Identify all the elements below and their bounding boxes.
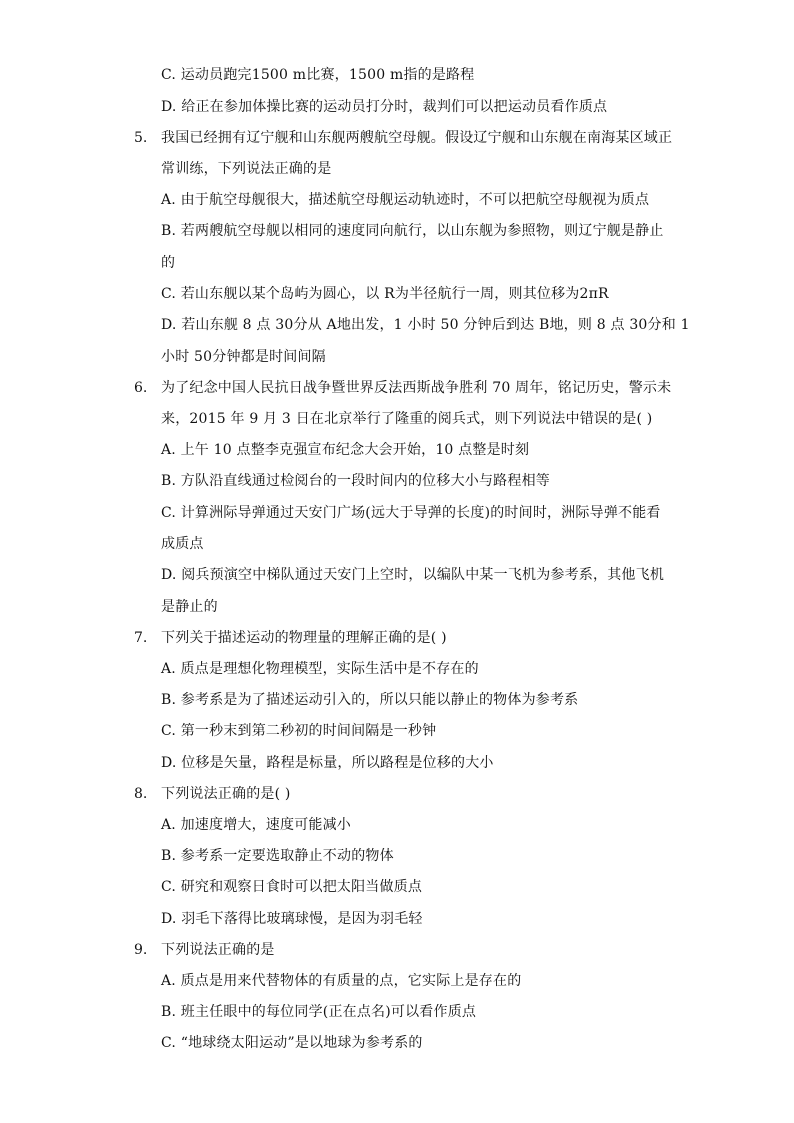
question-7-stem: 下列关于描述运动的物理量的理解正确的是( )	[161, 630, 447, 646]
question-8-stem: 下列说法正确的是( )	[161, 786, 291, 802]
question-6-option-a: A. 上午 10 点整李克强宣布纪念大会开始，10 点整是时刻	[161, 442, 530, 458]
question-9-option-a: A. 质点是用来代替物体的有质量的点，它实际上是存在的	[161, 973, 522, 989]
question-6-option-d-line-1: D. 阅兵预演空中梯队通过天安门上空时，以编队中某一飞机为参考系，其他飞机	[161, 567, 665, 583]
prev-option-d: D. 给正在参加体操比赛的运动员打分时，裁判们可以把运动员看作质点	[161, 99, 608, 115]
question-6-stem-line-2: 来，2015 年 9 月 3 日在北京举行了隆重的阅兵式，则下列说法中错误的是( )	[161, 411, 653, 427]
question-9-number: 9.	[134, 942, 148, 958]
question-7-option-c: C. 第一秒末到第二秒初的时间间隔是一秒钟	[161, 723, 437, 739]
question-8-option-b: B. 参考系一定要选取静止不动的物体	[161, 848, 394, 864]
question-8-option-d: D. 羽毛下落得比玻璃球慢，是因为羽毛轻	[161, 911, 423, 927]
question-5-option-b-line-2: 的	[161, 255, 176, 271]
question-5-option-c: C. 若山东舰以某个岛屿为圆心，以 R为半径航行一周，则其位移为2πR	[161, 286, 609, 302]
question-5-stem-line-1: 我国已经拥有辽宁舰和山东舰两艘航空母舰。假设辽宁舰和山东舰在南海某区域正	[161, 130, 673, 146]
question-5-option-d-line-2: 小时 50分钟都是时间间隔	[161, 349, 326, 365]
question-9-option-b: B. 班主任眼中的每位同学(正在点名)可以看作质点	[161, 1004, 477, 1020]
question-7-option-d: D. 位移是矢量，路程是标量，所以路程是位移的大小	[161, 755, 494, 771]
question-6-option-c-line-2: 成质点	[161, 536, 204, 552]
question-6-stem-line-1: 为了纪念中国人民抗日战争暨世界反法西斯战争胜利 70 周年，铭记历史，警示未	[161, 380, 672, 396]
question-9-option-c: C. “地球绕太阳运动”是以地球为参考系的	[161, 1035, 423, 1051]
question-7-option-b: B. 参考系是为了描述运动引入的，所以只能以静止的物体为参考系	[161, 692, 579, 708]
question-6-option-c-line-1: C. 计算洲际导弹通过天安门广场(远大于导弹的长度)的时间时，洲际导弹不能看	[161, 505, 661, 521]
question-6-number: 6.	[134, 380, 148, 396]
prev-option-c: C. 运动员跑完1500 m比赛，1500 m指的是路程	[161, 67, 475, 83]
question-9-stem: 下列说法正确的是	[161, 942, 275, 958]
question-5-option-b-line-1: B. 若两艘航空母舰以相同的速度同向航行，以山东舰为参照物，则辽宁舰是静止	[161, 223, 664, 239]
question-6-option-d-line-2: 是静止的	[161, 599, 218, 615]
question-8-option-a: A. 加速度增大，速度可能减小	[161, 817, 352, 833]
question-7-option-a: A. 质点是理想化物理模型，实际生活中是不存在的	[161, 661, 479, 677]
question-7-number: 7.	[134, 630, 148, 646]
question-6-option-b: B. 方队沿直线通过检阅台的一段时间内的位移大小与路程相等	[161, 473, 550, 489]
question-5-option-d-line-1: D. 若山东舰 8 点 30分从 A地出发，1 小时 50 分钟后到达 B地，则 8 点 30分和 1	[161, 317, 690, 333]
question-5-number: 5.	[134, 130, 148, 146]
question-8-number: 8.	[134, 786, 148, 802]
question-5-stem-line-2: 常训练，下列说法正确的是	[161, 161, 332, 177]
question-8-option-c: C. 研究和观察日食时可以把太阳当做质点	[161, 879, 423, 895]
question-5-option-a: A. 由于航空母舰很大，描述航空母舰运动轨迹时，不可以把航空母舰视为质点	[161, 192, 650, 208]
